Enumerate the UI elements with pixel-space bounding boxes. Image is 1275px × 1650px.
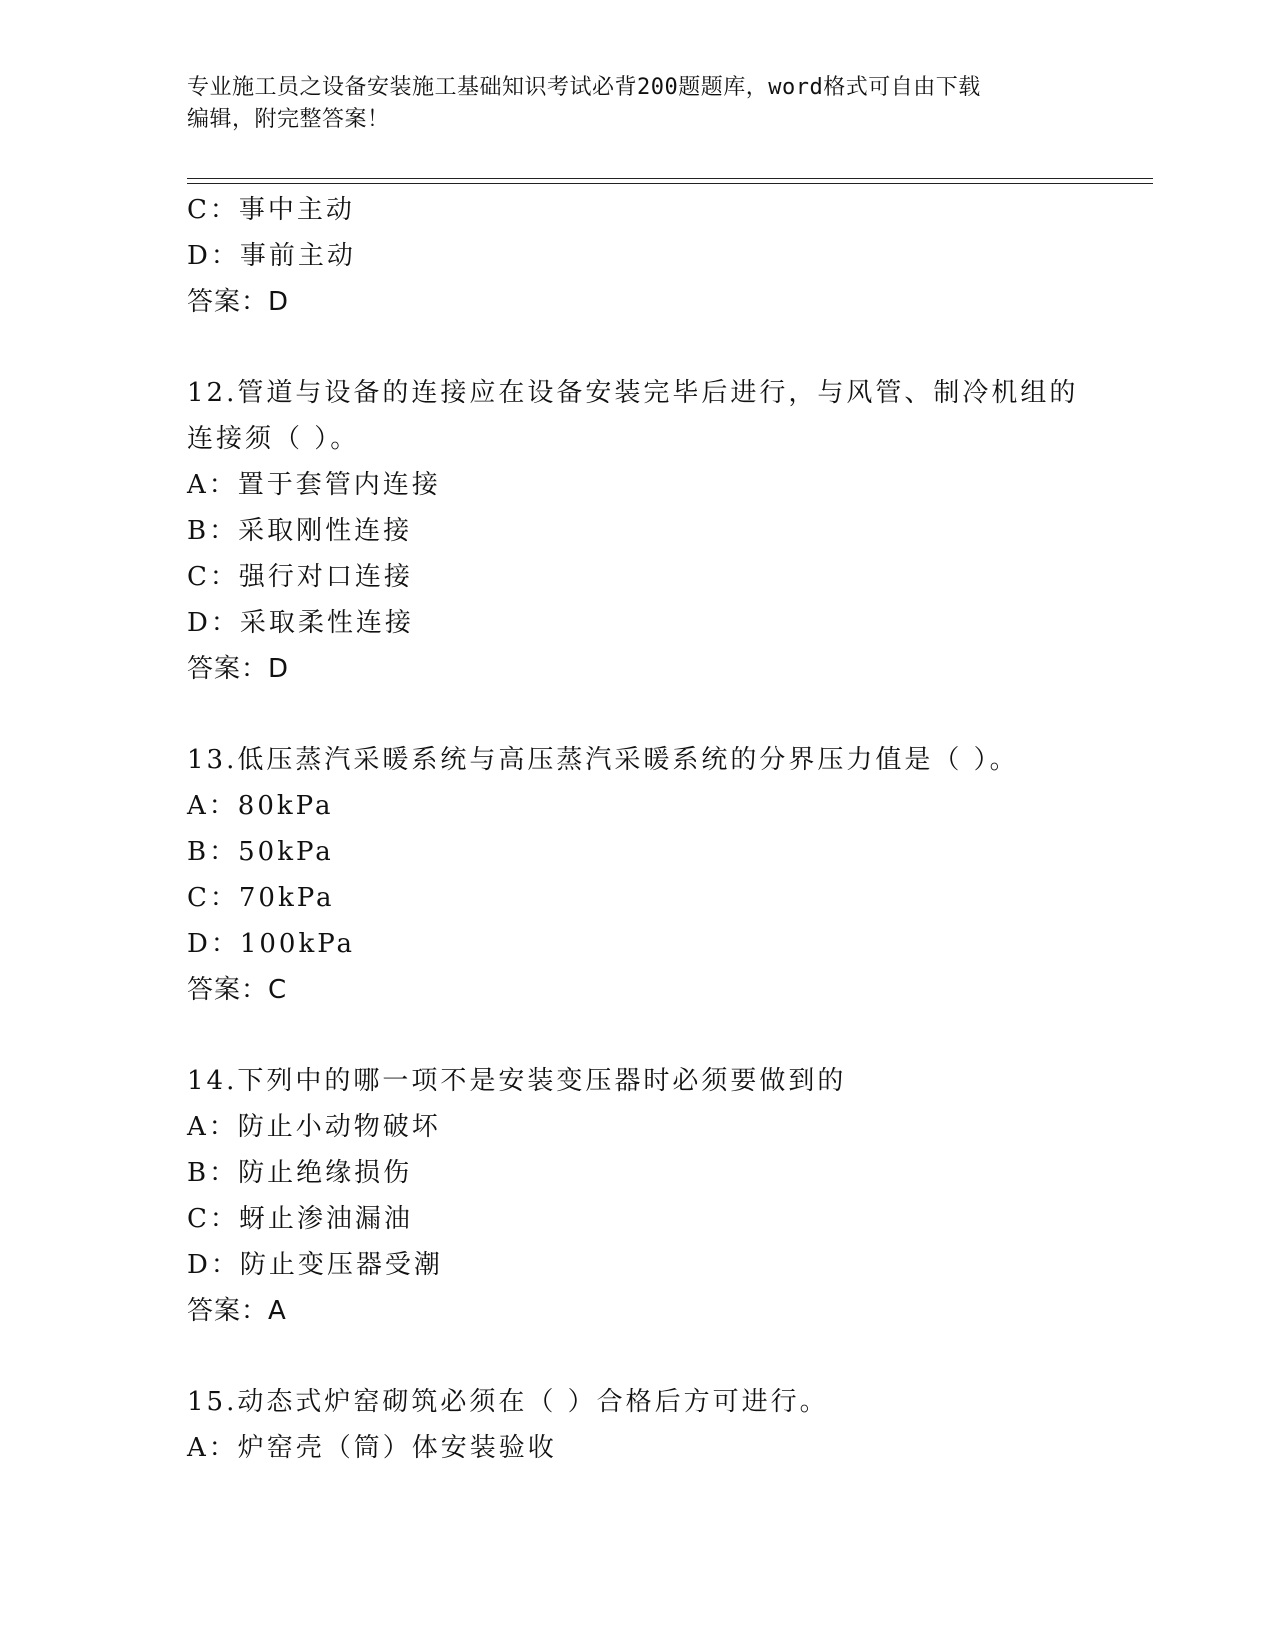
question-block-12: [187, 370, 1147, 692]
option-c: C：蚜止渗油漏油: [187, 1204, 413, 1234]
option-c: C：70kPa: [187, 883, 335, 913]
spacer: [187, 692, 1147, 737]
question-text-line-1: 15.动态式炉窑砌筑必须在（ ）合格后方可进行。: [187, 1387, 829, 1417]
question-text-line-1: 14.下列中的哪一项不是安装变压器时必须要做到的: [187, 1066, 847, 1096]
option-d: D：事前主动: [187, 241, 356, 271]
document-header: [187, 72, 1067, 136]
option-d: D：100kPa: [187, 929, 356, 959]
option-a: A：置于套管内连接: [187, 470, 441, 500]
option-d: D：采取柔性连接: [187, 608, 414, 638]
spacer: [187, 325, 1147, 370]
option-b: B：防止绝缘损伤: [187, 1158, 413, 1188]
answer-line: 答案：D: [187, 654, 290, 684]
answer-line: 答案：D: [187, 287, 290, 317]
question-text-line-1: 13.低压蒸汽采暖系统与高压蒸汽采暖系统的分界压力值是（ ）。: [187, 745, 1019, 775]
header-divider-top: [187, 178, 1153, 179]
question-block-15: [187, 1379, 1147, 1471]
document-body: [187, 187, 1147, 1471]
option-b: B：50kPa: [187, 837, 334, 867]
option-b: B：采取刚性连接: [187, 516, 413, 546]
option-a: A：80kPa: [187, 791, 334, 821]
header-line-1: 专业施工员之设备安装施工基础知识考试必背200题题库，word格式可自由下载: [187, 75, 981, 100]
option-c: C：强行对口连接: [187, 562, 413, 592]
option-c: C：事中主动: [187, 195, 355, 225]
answer-line: 答案：A: [187, 1296, 287, 1326]
option-d: D：防止变压器受潮: [187, 1250, 443, 1280]
question-block-13: [187, 737, 1147, 1013]
answer-line: 答案：C: [187, 975, 288, 1005]
question-text-line-2: 连接须（ ）。: [187, 424, 360, 454]
question-text-line-1: 12.管道与设备的连接应在设备安装完毕后进行，与风管、制冷机组的: [187, 378, 1079, 408]
spacer: [187, 1013, 1147, 1058]
question-block-14: [187, 1058, 1147, 1334]
option-a: A：炉窑壳（筒）体安装验收: [187, 1433, 557, 1463]
header-divider-bottom: [187, 183, 1153, 184]
header-line-2: 编辑，附完整答案！: [187, 107, 390, 132]
spacer: [187, 1334, 1147, 1379]
question-block-prev: [187, 187, 1147, 325]
option-a: A：防止小动物破坏: [187, 1112, 441, 1142]
